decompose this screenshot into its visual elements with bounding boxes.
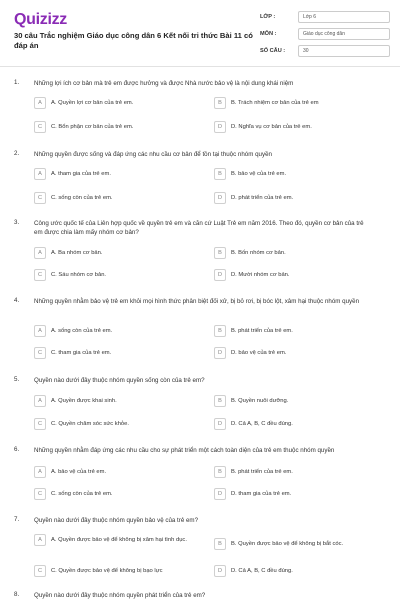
worksheet-title: 30 câu Trắc nghiệm Giáo dục công dân 6 Kết nối tri thức Bài 11 có đáp án [14, 31, 253, 50]
question-text: Những lợi ích cơ bản mà trẻ em được hưởng và được Nhà nước bảo vệ là nội dung khái niệm [34, 80, 294, 87]
option-letter: A [34, 325, 46, 337]
answer-option[interactable] [34, 269, 204, 281]
answer-option[interactable] [34, 466, 204, 478]
option-text: B. Bốn nhóm cơ bản. [231, 250, 286, 256]
option-letter: A [34, 395, 46, 407]
option-text: C. Bổn phận cơ bản của trẻ em. [51, 124, 134, 130]
option-letter: A [34, 168, 46, 180]
option-text: B. bảo vệ của trẻ em. [231, 171, 287, 177]
option-text: C. tham gia của trẻ em. [51, 350, 112, 356]
option-text: C. Sáu nhóm cơ bản. [51, 272, 107, 278]
answer-option[interactable] [34, 121, 204, 133]
option-letter: B [214, 97, 226, 109]
option-text: B. phát triển của trẻ em. [231, 328, 293, 334]
answer-option[interactable] [34, 97, 204, 109]
question-text: Những quyền nhằm đáp ứng các nhu cầu cho sự phát triển một cách toàn diện của trẻ em thuộc nhóm quyền [34, 447, 335, 454]
class-value: Lớp 6 [298, 11, 390, 23]
subject-value: Giáo dục công dân [298, 28, 390, 40]
option-letter: D [214, 347, 226, 359]
answer-option[interactable] [34, 395, 204, 407]
option-letter: C [34, 418, 46, 430]
question-text: Những quyền được sống và đáp ứng các nhu cầu cơ bản để tồn tại thuộc nhóm quyền [34, 151, 272, 158]
option-text: B. Quyền nuôi dưỡng. [231, 398, 289, 404]
meta-row-count [260, 43, 390, 58]
option-letter: A [34, 97, 46, 109]
question-number: 6. [14, 446, 20, 453]
question-number: 4. [14, 297, 20, 304]
option-text: D. Nghĩa vụ cơ bản của trẻ em. [231, 124, 312, 130]
option-text: A. sống còn của trẻ em. [51, 328, 113, 334]
option-text: C. Quyền chăm sóc sức khỏe. [51, 421, 129, 427]
answer-option[interactable] [34, 565, 204, 577]
option-letter: B [214, 466, 226, 478]
question-number: 8. [14, 591, 20, 598]
option-text: C. sống còn của trẻ em. [51, 195, 113, 201]
question-count-label: SỐ CÂU : [260, 47, 286, 54]
option-letter: B [214, 538, 226, 550]
option-letter: D [214, 269, 226, 281]
option-text: A. Quyền được bảo vệ để không bị xâm hại tình dục. [51, 537, 187, 543]
answer-option[interactable] [34, 418, 204, 430]
answer-option[interactable] [34, 325, 204, 337]
option-letter: A [34, 534, 46, 546]
option-letter: D [214, 488, 226, 500]
option-text: A. Quyền được khai sinh. [51, 398, 117, 404]
worksheet-meta [260, 9, 390, 60]
option-text: A. tham gia của trẻ em. [51, 171, 111, 177]
option-letter: C [34, 488, 46, 500]
answer-option[interactable] [214, 395, 384, 407]
answer-option[interactable] [214, 538, 384, 550]
option-text: D. Mười nhóm cơ bản. [231, 272, 290, 278]
option-text: D. Cả A, B, C đều đúng. [231, 568, 293, 574]
question-text: Công ước quốc tế của Liên hợp quốc về quyền trẻ em và căn cứ Luật Trẻ em năm 2016. Theo đó, quyền cơ bản của trẻ em được chia làm mấy nhóm cơ bản? [34, 220, 364, 236]
answer-option[interactable] [34, 247, 204, 259]
option-letter: B [214, 168, 226, 180]
option-text: B. phát triển của trẻ em. [231, 469, 293, 475]
answer-option[interactable] [214, 269, 384, 281]
answer-option[interactable] [34, 192, 204, 204]
option-text: D. bảo vệ của trẻ em. [231, 350, 287, 356]
answer-option[interactable] [214, 325, 384, 337]
answer-option[interactable] [214, 121, 384, 133]
option-letter: C [34, 565, 46, 577]
question-number: 5. [14, 376, 20, 383]
answer-option[interactable] [214, 192, 384, 204]
answer-option[interactable] [34, 534, 204, 546]
option-letter: C [34, 192, 46, 204]
question-count-value: 30 [298, 45, 390, 57]
answer-option[interactable] [34, 488, 204, 500]
option-text: D. tham gia của trẻ em. [231, 491, 292, 497]
question-text: Quyền nào dưới đây thuộc nhóm quyền phát triển của trẻ em? [34, 592, 206, 599]
question-number: 3. [14, 219, 20, 226]
question-text: Quyền nào dưới đây thuộc nhóm quyền bảo vệ của trẻ em? [34, 517, 199, 524]
option-letter: C [34, 347, 46, 359]
class-label: LỚP : [260, 13, 276, 20]
answer-option[interactable] [214, 97, 384, 109]
question-number: 7. [14, 516, 20, 523]
option-text: C. Quyền được bảo vệ để không bị bạo lực [51, 568, 163, 574]
option-letter: B [214, 325, 226, 337]
answer-option[interactable] [214, 168, 384, 180]
option-text: B. Quyền được bảo vệ để không bị bắt cóc. [231, 541, 344, 547]
answer-option[interactable] [214, 418, 384, 430]
answer-option[interactable] [214, 347, 384, 359]
question-number: 1. [14, 79, 20, 86]
answer-option[interactable] [214, 466, 384, 478]
answer-option[interactable] [214, 488, 384, 500]
question-number: 2. [14, 150, 20, 157]
option-letter: B [214, 247, 226, 259]
meta-row-class [260, 9, 390, 24]
quizizz-logo: Quizizz [14, 11, 68, 28]
option-text: D. Cả A, B, C đều đúng. [231, 421, 293, 427]
option-letter: A [34, 466, 46, 478]
meta-row-subject [260, 26, 390, 41]
header-divider [0, 66, 400, 67]
option-letter: D [214, 192, 226, 204]
option-text: D. phát triển của trẻ em. [231, 195, 294, 201]
option-letter: B [214, 395, 226, 407]
question-text: Những quyền nhằm bảo vệ trẻ em khỏi mọi hình thức phân biệt đối xử, bị bỏ rơi, bị bóc lột, xâm hại thuộc nhóm quyền [34, 298, 360, 305]
option-text: A. Quyền lợi cơ bản của trẻ em. [51, 100, 134, 106]
answer-option[interactable] [34, 168, 204, 180]
subject-label: MÔN : [260, 30, 277, 37]
answer-option[interactable] [34, 347, 204, 359]
answer-option[interactable] [214, 247, 384, 259]
worksheet-header [0, 0, 400, 66]
question-text: Quyền nào dưới đây thuộc nhóm quyền sống còn của trẻ em? [34, 377, 205, 384]
option-text: C. sống còn của trẻ em. [51, 491, 113, 497]
option-letter: D [214, 121, 226, 133]
option-letter: A [34, 247, 46, 259]
option-text: A. bảo vệ của trẻ em. [51, 469, 107, 475]
option-letter: D [214, 418, 226, 430]
option-letter: C [34, 121, 46, 133]
answer-option[interactable] [214, 565, 384, 577]
option-text: A. Ba nhóm cơ bản. [51, 250, 103, 256]
option-letter: D [214, 565, 226, 577]
option-text: B. Trách nhiệm cơ bản của trẻ em [231, 100, 319, 106]
option-letter: C [34, 269, 46, 281]
